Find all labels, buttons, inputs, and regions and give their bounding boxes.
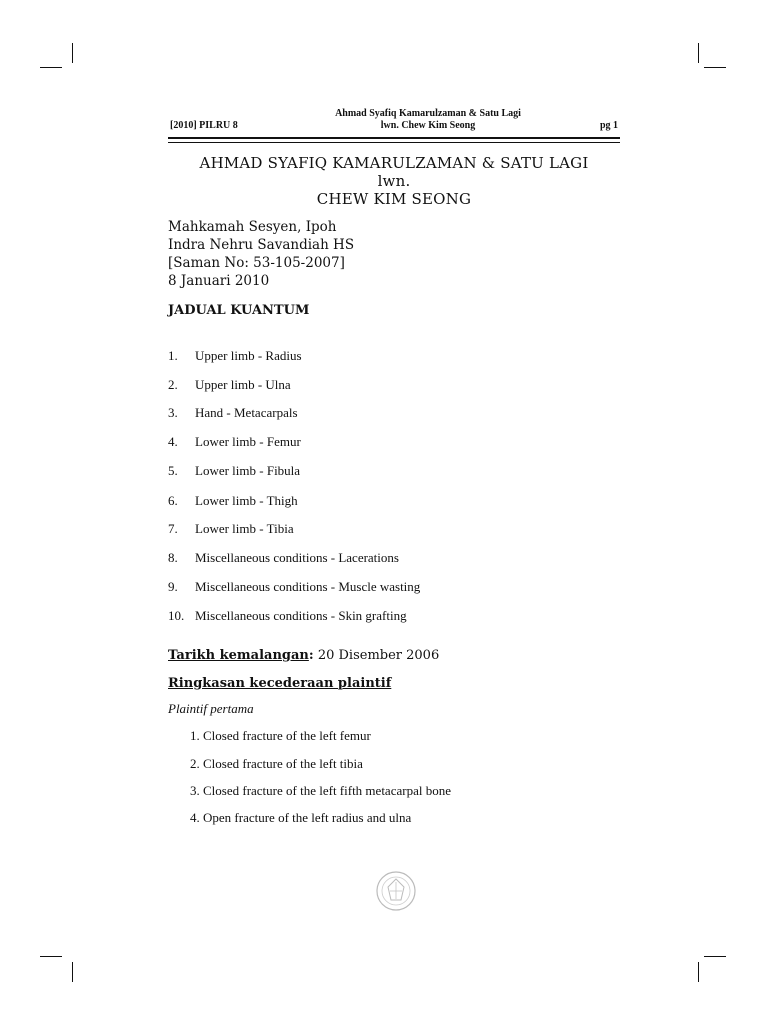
crop-mark-top-right-h [704, 67, 726, 68]
court-name: Mahkamah Sesyen, Ipoh [168, 219, 337, 235]
list-item: 1. Upper limb - Radius [168, 348, 302, 363]
crop-mark-top-left-v [72, 43, 73, 63]
first-plaintiff-subheading: Plaintif pertama [168, 701, 254, 716]
quantum-heading: JADUAL KUANTUM [168, 303, 310, 318]
accident-date: Tarikh kemalangan: 20 Disember 2006 [168, 648, 440, 663]
list-item: 5. Lower limb - Fibula [168, 463, 301, 478]
list-item: 2. Upper limb - Ulna [168, 377, 291, 392]
accident-date-value: 20 Disember 2006 [313, 648, 440, 663]
header-page-number: pg 1 [599, 120, 618, 131]
case-title-line2: lwn. [377, 172, 411, 190]
accident-date-label: Tarikh kemalangan [168, 648, 309, 663]
crop-mark-bottom-right-v [698, 962, 699, 982]
header-rule-thick [168, 137, 620, 139]
list-item: 7. Lower limb - Tibia [168, 521, 294, 536]
case-title-line3: CHEW KIM SEONG [316, 190, 472, 208]
list-item: 3. Hand - Metacarpals [168, 405, 298, 420]
judgment-date: 8 Januari 2010 [168, 273, 270, 289]
injury-item: 4. Open fracture of the left radius and ulna [190, 810, 412, 825]
case-title-line1: AHMAD SYAFIQ KAMARULZAMAN & SATU LAGI [199, 154, 589, 172]
crop-mark-top-left-h [40, 67, 62, 68]
crop-mark-bottom-left-v [72, 962, 73, 982]
injury-item: 1. Closed fracture of the left femur [190, 728, 371, 743]
list-item: 6. Lower limb - Thigh [168, 493, 298, 508]
suit-number: [Saman No: 53-105-2007] [168, 255, 345, 271]
injury-item: 2. Closed fracture of the left tibia [190, 756, 363, 771]
injury-item: 3. Closed fracture of the left fifth metacarpal bone [190, 783, 451, 798]
injury-summary-heading: Ringkasan kecederaan plaintif [168, 676, 392, 691]
list-item: 9. Miscellaneous conditions - Muscle wasting [168, 579, 421, 594]
list-item: 4. Lower limb - Femur [168, 434, 301, 449]
crop-mark-bottom-left-h [40, 956, 62, 957]
list-item: 8. Miscellaneous conditions - Lacerations [168, 550, 399, 565]
header-case-line1: Ahmad Syafiq Kamarulzaman & Satu Lagi [335, 108, 521, 119]
judge-name: Indra Nehru Savandiah HS [168, 237, 355, 253]
header-rule-thin [168, 142, 620, 143]
header-citation: [2010] PILRU 8 [170, 120, 238, 131]
header-case-line2: lwn. Chew Kim Seong [380, 120, 476, 131]
crop-mark-top-right-v [698, 43, 699, 63]
crop-mark-bottom-right-h [704, 956, 726, 957]
list-item: 10. Miscellaneous conditions - Skin grafting [168, 608, 407, 623]
court-seal-icon [375, 870, 417, 912]
